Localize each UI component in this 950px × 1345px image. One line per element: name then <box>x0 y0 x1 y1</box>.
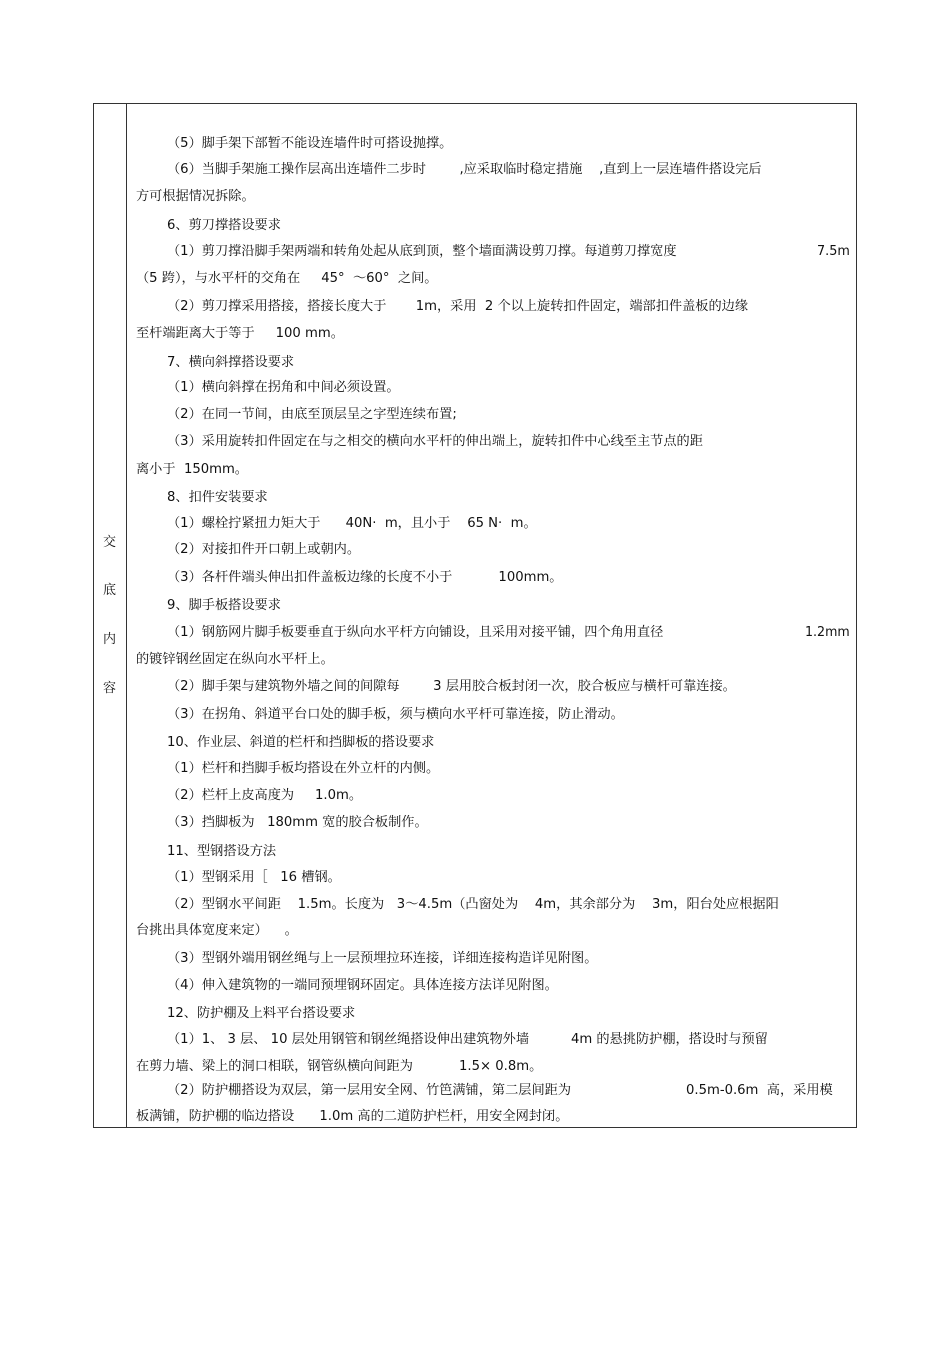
content-line: （2）脚手架与建筑物外墙之间的间隙每 3 层用胶合板封闭一次，胶合板应与横杆可靠连接。 <box>167 679 736 694</box>
content-line: （1）钢筋网片脚手板要垂直于纵向水平杆方向铺设，且采用对接平铺，四个角用直径 <box>167 625 664 640</box>
content-line: （1）1、 3 层、 10 层处用钢管和钢丝绳搭设伸出建筑物外墙 4m 的悬挑防护棚，搭设时与预留 <box>167 1032 768 1047</box>
content-line: 方可根据情况拆除。 <box>136 189 255 204</box>
content-line: 在剪力墙、梁上的洞口相联，钢管纵横向间距为 1.5× 0.8m。 <box>136 1059 543 1074</box>
content-line: （4）伸入建筑物的一端同预埋钢环固定。具体连接方法详见附图。 <box>167 978 558 993</box>
content-line: （3）挡脚板为 180mm 宽的胶合板制作。 <box>167 815 428 830</box>
content-line: （3）采用旋转扣件固定在与之相交的横向水平杆的伸出端上，旋转扣件中心线至主节点的距 <box>167 434 703 449</box>
content-line: （2）在同一节间，由底至顶层呈之字型连续布置; <box>167 407 457 422</box>
content-line: 7.5m <box>817 244 850 259</box>
content-line: （5 跨），与水平杆的交角在 45° ～60° 之间。 <box>136 271 438 286</box>
section-heading: 12、防护棚及上料平台搭设要求 <box>167 1006 356 1021</box>
side-label-char: 交 <box>102 535 116 550</box>
content-line: （1）型钢采用［ 16 槽钢。 <box>167 870 341 885</box>
content-line: （3）型钢外端用钢丝绳与上一层预埋拉环连接，详细连接构造详见附图。 <box>167 951 598 966</box>
side-label-char: 底 <box>102 583 116 598</box>
section-heading: 11、型钢搭设方法 <box>167 844 277 859</box>
section-heading: 6、剪刀撑搭设要求 <box>167 218 281 233</box>
side-label-char: 容 <box>102 681 116 696</box>
content-line: 板满铺，防护棚的临边搭设 1.0m 高的二道防护栏杆，用安全网封闭。 <box>136 1109 569 1124</box>
content-line: 0.5m-0.6m 高，采用模 <box>686 1083 833 1098</box>
content-line: （5）脚手架下部暂不能设连墙件时可搭设抛撑。 <box>167 136 453 151</box>
side-label-column <box>94 104 127 1127</box>
content-line: 的镀锌钢丝固定在纵向水平杆上。 <box>136 652 334 667</box>
content-line: （1）栏杆和挡脚手板均搭设在外立杆的内侧。 <box>167 761 440 776</box>
content-line: 至杆端距离大于等于 100 mm。 <box>136 326 344 341</box>
content-line: （2）栏杆上皮高度为 1.0m。 <box>167 788 363 803</box>
content-line: 1.2mm <box>805 625 850 640</box>
section-heading: 10、作业层、斜道的栏杆和挡脚板的搭设要求 <box>167 735 435 750</box>
content-line: 台挑出具体宽度来定） 。 <box>136 923 298 938</box>
content-line: （6）当脚手架施工操作层高出连墙件二步时 ,应采取临时稳定措施 ,直到上一层连墙件搭设完后 <box>167 162 762 177</box>
content-line: 离小于 150mm。 <box>136 462 248 477</box>
section-heading: 9、脚手板搭设要求 <box>167 598 281 613</box>
content-line: （2）型钢水平间距 1.5m。长度为 3～4.5m（凸窗处为 4m，其余部分为 3m，阳台处应根据阳 <box>167 897 779 912</box>
content-line: （3）在拐角、斜道平台口处的脚手板，须与横向水平杆可靠连接，防止滑动。 <box>167 707 624 722</box>
content-line: （2）防护棚搭设为双层，第一层用安全网、竹笆满铺，第二层间距为 <box>167 1083 572 1098</box>
content-line: （2）剪刀撑采用搭接，搭接长度大于 1m，采用 2 个以上旋转扣件固定，端部扣件盖板的边缘 <box>167 299 749 314</box>
content-line: （1）螺栓拧紧扭力矩大于 40N· m，且小于 65 N· m。 <box>167 516 537 531</box>
side-label-char: 内 <box>102 632 116 647</box>
content-line: （1）横向斜撑在拐角和中间必须设置。 <box>167 380 400 395</box>
section-heading: 8、扣件安装要求 <box>167 490 268 505</box>
content-line: （1）剪刀撑沿脚手架两端和转角处起从底到顶，整个墙面满设剪刀撑。每道剪刀撑宽度 <box>167 244 677 259</box>
content-line: （2）对接扣件开口朝上或朝内。 <box>167 542 361 557</box>
section-heading: 7、横向斜撑搭设要求 <box>167 355 295 370</box>
content-line: （3）各杆件端头伸出扣件盖板边缘的长度不小于 100mm。 <box>167 570 563 585</box>
